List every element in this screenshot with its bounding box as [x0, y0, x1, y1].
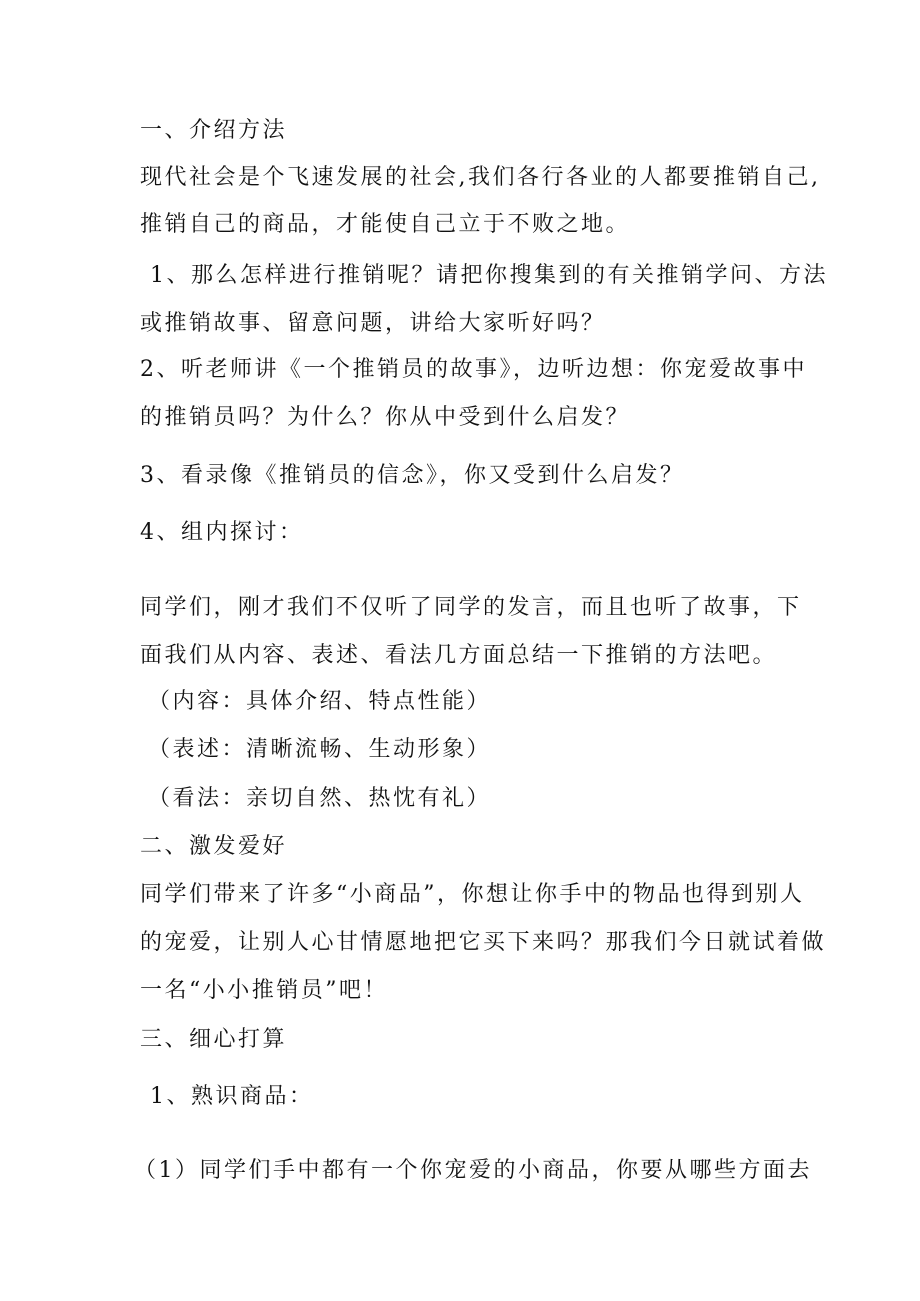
paragraph-line: 推销自己的商品，才能使自己立于不败之地。	[140, 212, 631, 237]
paragraph-line: 现代社会是个飞速发展的社会,我们各行各业的人都要推销自己,	[140, 165, 821, 190]
list-item-2: 2、听老师讲《一个推销员的故事》，边听边想：你宠爱故事中	[140, 357, 807, 382]
paragraph-line: 一名“小小推销员”吧！	[140, 978, 388, 1003]
paragraph-line: 同学们，刚才我们不仅听了同学的发言，而且也听了故事，下	[140, 595, 802, 620]
list-item-4: 4、组内探讨：	[140, 520, 304, 545]
paragraph-line: 或推销故事、留意问题，讲给大家听好吗？	[140, 311, 606, 336]
paragraph-line: 的推销员吗？为什么？你从中受到什么启发？	[140, 405, 631, 430]
section-heading-2: 二、激发爱好	[140, 834, 288, 859]
summary-item: （看法：亲切自然、热忱有礼）	[148, 786, 492, 811]
summary-item: （表述：清晰流畅、生动形象）	[148, 737, 492, 762]
sub-list-item-1: （1）同学们手中都有一个你宠爱的小商品，你要从哪些方面去	[134, 1158, 812, 1183]
summary-item: （内容：具体介绍、特点性能）	[148, 689, 492, 714]
paragraph-line: 同学们带来了许多“小商品”，你想让你手中的物品也得到别人	[140, 882, 805, 907]
paragraph-line: 面我们从内容、表述、看法几方面总结一下推销的方法吧。	[140, 643, 778, 668]
list-item-3: 3、看录像《推销员的信念》，你又受到什么启发？	[140, 463, 685, 488]
list-item-1: 1、那么怎样进行推销呢？请把你搜集到的有关推销学问、方法	[150, 263, 828, 288]
section-heading-3: 三、细心打算	[140, 1027, 288, 1052]
paragraph-line: 的宠爱，让别人心甘情愿地把它买下来吗？那我们今日就试着做	[140, 930, 827, 955]
list-item-1: 1、熟识商品：	[150, 1084, 314, 1109]
section-heading-1: 一、介绍方法	[140, 118, 288, 143]
